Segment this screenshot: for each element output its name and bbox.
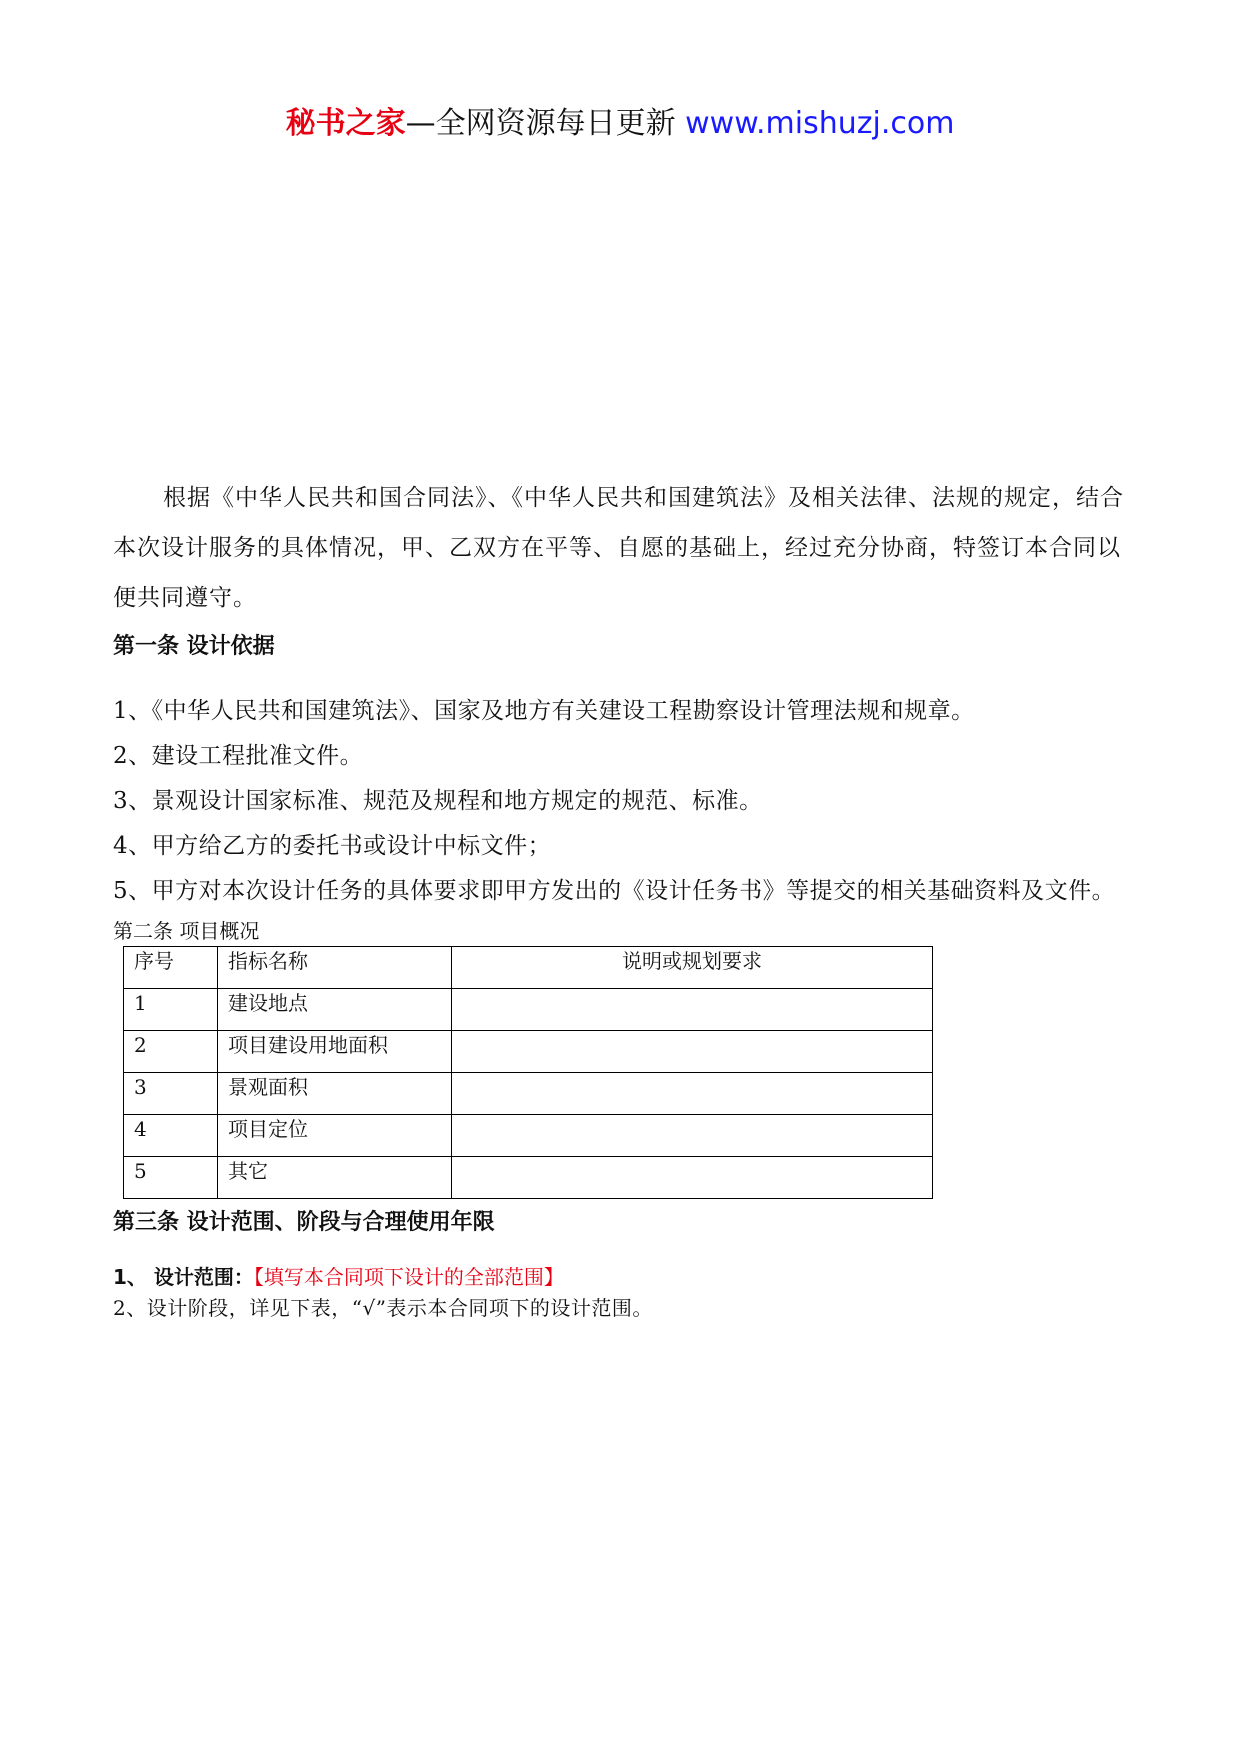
basis-item-1: 1、《中华人民共和国建筑法》、国家及地方有关建设工程勘察设计管理法规和规章。 — [113, 698, 975, 724]
design-stage-line: 2、设计阶段，详见下表，“√”表示本合同项下的设计范围。 — [113, 1296, 653, 1320]
project-overview-table — [123, 946, 933, 1199]
cell-requirement[interactable] — [452, 1157, 933, 1199]
site-header — [0, 100, 1240, 148]
basis-item-2: 2、建设工程批准文件。 — [113, 743, 364, 769]
cell-indicator: 项目定位 — [218, 1115, 452, 1157]
cell-indicator: 景观面积 — [218, 1073, 452, 1115]
cell-indicator: 建设地点 — [218, 989, 452, 1031]
header-indicator-name: 指标名称 — [218, 947, 452, 989]
header-requirement: 说明或规划要求 — [452, 947, 933, 989]
table-row — [124, 1031, 933, 1073]
cell-indicator: 项目建设用地面积 — [218, 1031, 452, 1073]
cell-requirement[interactable] — [452, 1031, 933, 1073]
contract-body — [113, 473, 1143, 1323]
article-3-heading: 第三条 设计范围、阶段与合理使用年限 — [113, 1210, 495, 1235]
table-row — [124, 989, 933, 1031]
intro-paragraph: 根据《中华人民共和国合同法》、《中华人民共和国建筑法》及相关法律、法规的规定，结合本次设计服务的具体情况，甲、乙双方在平等、自愿的基础上，经过充分协商，特签订本合同以便共同遵守。 — [113, 485, 1124, 611]
header-index: 序号 — [124, 947, 218, 989]
cell-requirement[interactable] — [452, 989, 933, 1031]
basis-item-3: 3、景观设计国家标准、规范及规程和地方规定的规范、标准。 — [113, 788, 763, 814]
cell-index: 5 — [124, 1157, 218, 1199]
basis-item-4: 4、甲方给乙方的委托书或设计中标文件； — [113, 833, 552, 859]
table-row — [124, 1073, 933, 1115]
design-scope-line — [113, 1261, 1143, 1293]
cell-indicator: 其它 — [218, 1157, 452, 1199]
cell-requirement[interactable] — [452, 1115, 933, 1157]
cell-requirement[interactable] — [452, 1073, 933, 1115]
table-header-row — [124, 947, 933, 989]
site-url-link[interactable]: www.mishuzj.com — [685, 106, 955, 141]
basis-item-5: 5、甲方对本次设计任务的具体要求即甲方发出的《设计任务书》等提交的相关基础资料及文件。 — [113, 878, 1116, 904]
article-2-heading: 第二条 项目概况 — [113, 919, 260, 943]
cell-index: 1 — [124, 989, 218, 1031]
design-scope-note: 【填写本合同项下设计的全部范围】 — [253, 1265, 564, 1289]
header-slogan: —全网资源每日更新 — [405, 106, 676, 141]
cell-index: 4 — [124, 1115, 218, 1157]
brand-name: 秘书之家 — [285, 106, 406, 141]
cell-index: 3 — [124, 1073, 218, 1115]
article-1-heading: 第一条 设计依据 — [113, 634, 275, 659]
table-row — [124, 1115, 933, 1157]
table-row — [124, 1157, 933, 1199]
design-scope-label: 1、 设计范围： — [113, 1265, 254, 1289]
cell-index: 2 — [124, 1031, 218, 1073]
